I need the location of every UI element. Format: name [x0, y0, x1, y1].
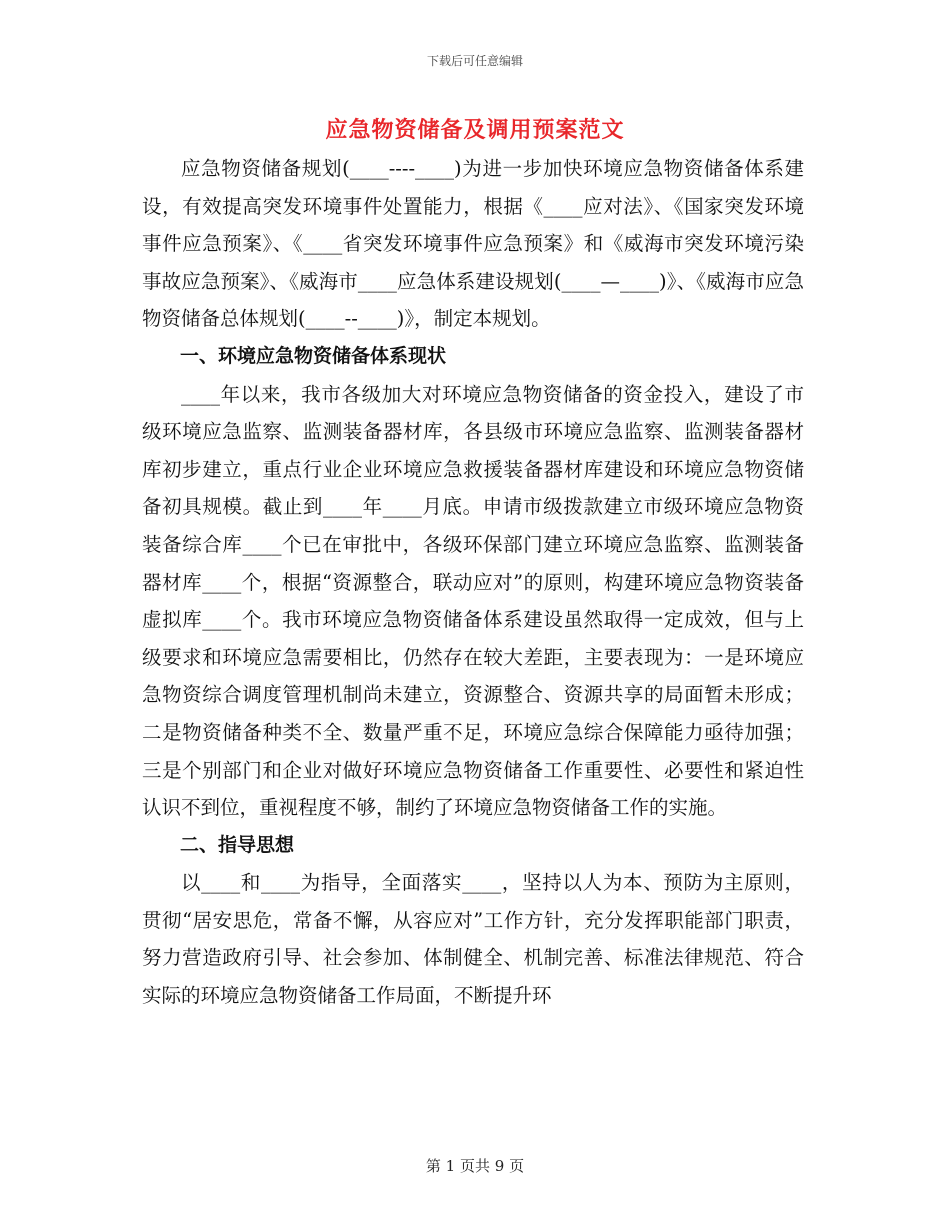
paragraph-intro: 应急物资储备规划(____----____)为进一步加快环境应急物资储备体系建设，有效提高突发环境事件处置能力，根据《____应对法》、《国家突发环境事件应急预案》、《____省突发环境事件应急预案》和《威海市突发环境污染事故应急预案》、《威海市____应急体系建设规划(____—____)》、《威海市应急物资储备总体规划(____--____)》，制定本规划。 — [142, 157, 804, 331]
paragraph-guidance: 以____和____为指导，全面落实____，坚持以人为本、预防为主原则，贯彻“居安思危，常备不懈，从容应对”工作方针，充分发挥职能部门职责，努力营造政府引导、社会参加、体制健全、机制完善、标准法律规范、符合实际的环境应急物资储备工作局面，不断提升环 — [142, 871, 804, 1008]
paragraph-status: ____年以来，我市各级加大对环境应急物资储备的资金投入，建设了市级环境应急监察、监测装备器材库，各县级市环境应急监察、监测装备器材库初步建立，重点行业企业环境应急救援装备器材库建设和环境应急物资储备初具规模。截止到____年____月底。申请市级拨款建立市级环境应急物资装备综合库____个已在审批中，各级环保部门建立环境应急监察、监测装备器材库____个，根据“资源整合，联动应对”的原则，构建环境应急物资装备虚拟库____个。我市环境应急物资储备体系建设虽然取得一定成效，但与上级要求和环境应急需要相比，仍然存在较大差距，主要表现为：一是环境应急物资综合调度管理机制尚未建立，资源整合、资源共享的局面暂未形成；二是物资储备种类不全、数量严重不足，环境应急综合保障能力亟待加强；三是个别部门和企业对做好环境应急物资储备工作重要性、必要性和紧迫性认识不到位，重视程度不够，制约了环境应急物资储备工作的实施。 — [142, 382, 804, 820]
section-heading-guidance: 二、指导思想 — [180, 833, 295, 856]
section-heading-status: 一、环境应急物资储备体系现状 — [180, 344, 447, 367]
document-title: 应急物资储备及调用预案范文 — [325, 117, 625, 143]
page-header: 下载后可任意编辑 — [426, 54, 523, 68]
page-number: 第 1 页共 9 页 — [425, 1157, 525, 1175]
document-body — [142, 150, 804, 1015]
